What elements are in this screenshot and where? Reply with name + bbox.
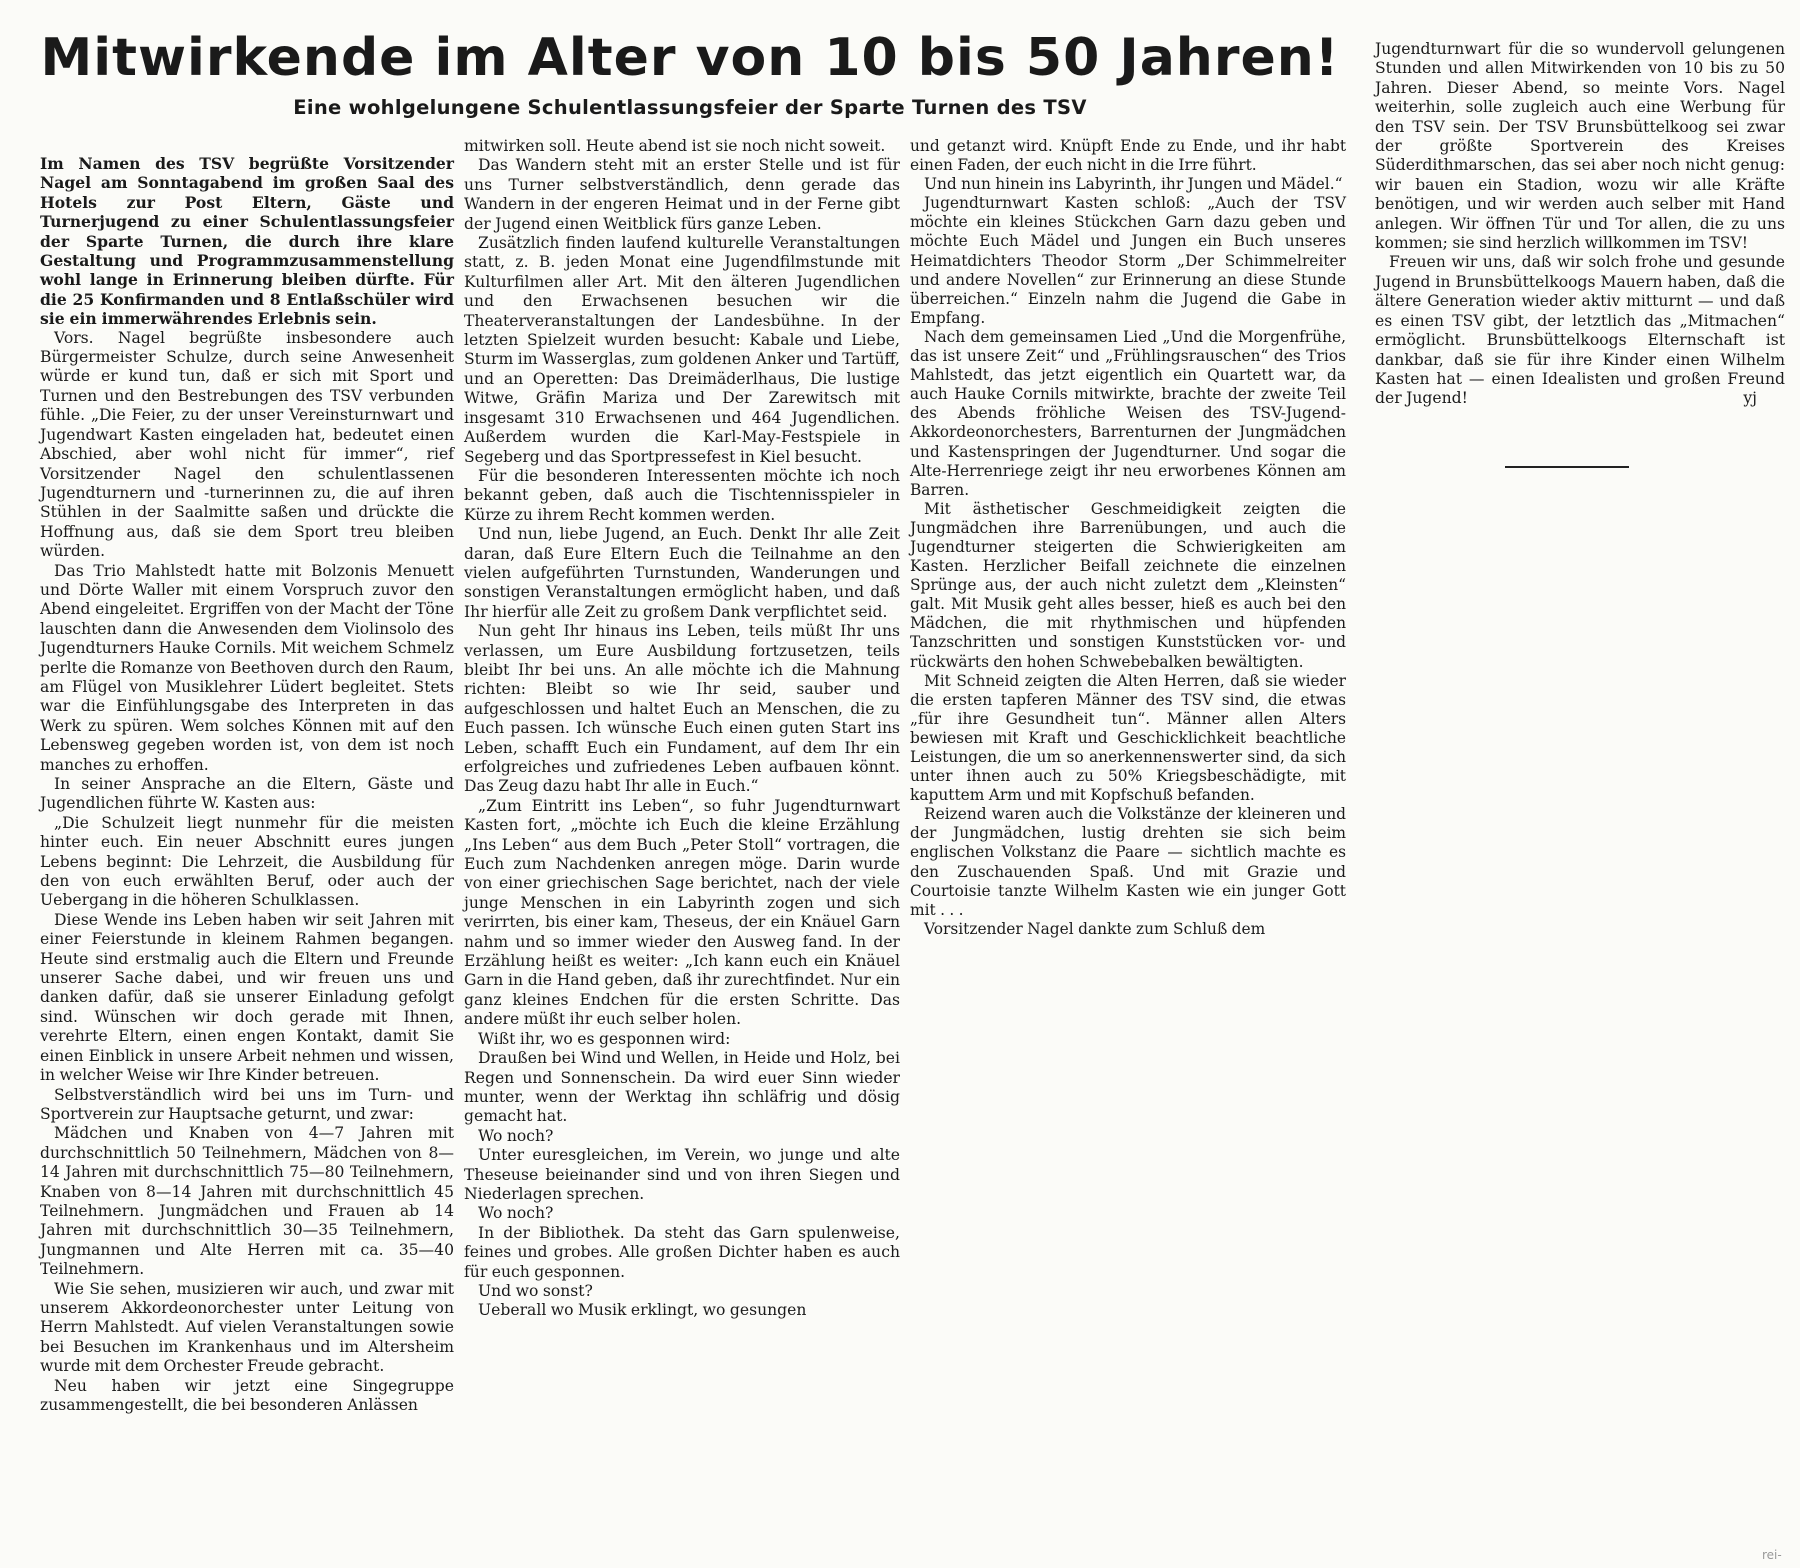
body-paragraph: Diese Wende ins Leben haben wir seit Jahren mit einer Feierstunde in kleinem Rahmen begangen. Heute sind erstmalig auch die Eltern und Freunde unserer Sache dabei, und wir freuen uns und danken dafür, daß sie unserer Einladung gefolgt sind. Wünschen wir doch gerade mit Ihnen, verehrte Eltern, einen engen Kontakt, damit Sie einen Einblick in unsere Arbeit nehmen und wissen, in welcher Weise wir Ihre Kinder betreuen. [40, 910, 454, 1085]
body-paragraph: Nach dem gemeinsamen Lied „Und die Morgenfrühe, das ist unsere Zeit“ und „Frühlingsrauschen“ des Trios Mahlstedt, das jetzt eigentlich ein Quartett war, da auch Hauke Cornils mitwirkte, brachte der zweite Teil des Abends fröhliche Weisen des TSV-Jugend-Akkordeonorchesters, Barrenturnen der Jungmädchen und Kastenspringen der Jugendturner. Und sogar die Alte-Herrenriege zeigt ihr neu erworbenes Können am Barren. [910, 327, 1346, 499]
body-paragraph: Und wo sonst? [478, 1281, 593, 1300]
body-paragraph: Vors. Nagel begrüßte insbesondere auch Bürgermeister Schulze, durch seine Anwesenheit würde er kund tun, daß er sich mit Sport und Turnen und den Bestrebungen des TSV verbunden fühle. „Die Feier, zu der unser Vereinsturnwart und Jugendwart Kasten eingeladen hat, bedeutet einen Abschied, aber wohl nicht für immer“, rief Vorsitzender Nagel den schulentlassenen Jugendturnern und -turnerinnen zu, die auf ihren Stühlen in der Saalmitte saßen und drückte die Hoffnung aus, daß sie dem Sport treu bleiben würden. [40, 328, 454, 561]
continued-paragraph: Jugendturnwart für die so wundervoll gelungenen Stunden und allen Mitwirkenden von 10 bis zu 50 Jahren. Dieser Abend, so meinte Vors. Nagel weiterhin, solle zugleich auch eine Werbung für den TSV sein. Der TSV Brunsbüttelkoog sei zwar der größte Sportverein des Kreises Süderdithmarschen, das sei aber noch nicht genug: wir bauen ein Stadion, wozu wir alle Kräfte benötigen, und wir werden auch selber mit Hand anlegen. Wir öffnen Tür und Tor allen, die zu uns kommen; sie sind herzlich willkommen im TSV! [1375, 40, 1785, 253]
body-paragraph: Reizend waren auch die Volkstänze der kleineren und der Jungmädchen, lustig drehten sie sich beim englischen Volkstanz die Paare — sichtlich machte es den Zuschauenden Spaß. Und mit Grazie und Courtoisie tanzte Wilhelm Kasten wie ein junger Gott mit . . . [910, 805, 1346, 919]
body-paragraph: „Die Schulzeit liegt nunmehr für die meisten hinter euch. Ein neuer Abschnitt eures jungen Lebens beginnt: Die Lehrzeit, die Ausbildung für den von euch erwählten Beruf, oder auch der Uebergang in die höheren Schulklassen. [40, 813, 454, 910]
article-headline: Mitwirkende im Alter von 10 bis 50 Jahren! [40, 28, 1340, 88]
body-paragraph: In der Bibliothek. Da steht das Garn spulenweise, feines und grobes. Alle großen Dichter haben es auch für euch gesponnen. [464, 1223, 900, 1281]
margin-fragment: rei- [1762, 1548, 1782, 1562]
article-column-4 [1375, 40, 1785, 409]
lead-paragraph: Im Namen des TSV begrüßte Vorsitzender Nagel am Sonntagabend im großen Saal des Hotels zur Post Eltern, Gäste und Turnerjugend zu einer Schulentlassungsfeier der Sparte Turnen, die durch ihre klare Gestaltung und Programmzusammenstellung wohl lange in Erinnerung bleiben dürfte. Für die 25 Konfirmanden und 8 Entlaßschüler wird sie ein immerwährendes Erlebnis sein. [40, 154, 454, 329]
body-paragraph: Wißt ihr, wo es gesponnen wird: [478, 1029, 731, 1048]
body-paragraph: Selbstverständlich wird bei uns im Turn- und Sportverein zur Hauptsache geturnt, und zwar: [40, 1085, 454, 1123]
author-signature: yj [1743, 389, 1757, 408]
body-paragraph: Und nun hinein ins Labyrinth, ihr Jungen und Mädel.“ [924, 175, 1343, 194]
body-paragraph: Das Wandern steht mit an erster Stelle und ist für uns Turner selbstverständlich, denn gerade das Wandern in der engeren Heimat und in der Ferne gibt der Jugend einen Weitblick fürs ganze Leben. [464, 156, 900, 233]
body-paragraph: In seiner Ansprache an die Eltern, Gäste und Jugendlichen führte W. Kasten aus: [40, 775, 454, 813]
body-paragraph: Mit Schneid zeigten die Alten Herren, daß sie wieder die ersten tapferen Männer des TSV sind, die etwas „für ihre Gesundheit tun“. Männer allen Alters bewiesen mit Kraft und Geschicklichkeit beachtliche Leistungen, die um so anerkennenswerter sind, da sich unter ihnen auch zu 50% Kriegsbeschädigte, mit kaputtem Arm und mit Kopfschuß befanden. [910, 671, 1346, 805]
body-paragraph: Mit ästhetischer Geschmeidigkeit zeigten die Jungmädchen ihre Barrenübungen, und auch die Jugendturner steigerten die Schwierigkeiten am Kasten. Herzlicher Beifall zeichnete die einzelnen Sprünge aus, der auch nicht zuletzt dem „Kleinsten“ galt. Mit Musik geht alles besser, hieß es auch bei den Mädchen, die mit rhythmischen und hüpfenden Tanzschritten und sonstigen Kunststücken vor- und rückwärts den hohen Schwebebalken bewältigten. [910, 499, 1346, 671]
article-subheadline: Eine wohlgelungene Schulentlassungsfeier der Sparte Turnen des TSV [293, 96, 1087, 119]
end-rule [1505, 466, 1629, 468]
body-paragraph: Unter euresgleichen, im Verein, wo junge und alte Theseuse beieinander sind und von ihren Siegen und Niederlagen sprechen. [464, 1146, 900, 1203]
body-paragraph: Für die besonderen Interessenten möchte ich noch bekannt geben, daß auch die Tischtennisspieler in Kürze zu ihrem Recht kommen werden. [464, 466, 900, 524]
body-paragraph: Und nun, liebe Jugend, an Euch. Denkt Ihr alle Zeit daran, daß Eure Eltern Euch die Teilnahme an den vielen aufgeführten Turnstunden, Wanderungen und sonstigen Veranstaltungen ermöglicht haben, und daß Ihr hierfür alle Zeit zu großem Dank verpflichtet seid. [464, 525, 900, 621]
continued-paragraph: mitwirken soll. Heute abend ist sie noch nicht soweit. [464, 137, 886, 155]
body-paragraph: „Zum Eintritt ins Leben“, so fuhr Jugendturnwart Kasten fort, „möchte ich Euch die kleine Erzählung „Ins Leben“ aus dem Buch „Peter Stoll“ vortragen, die Euch zum Nachdenken anregen möge. Darin wurde von einer griechischen Sage berichtet, nach der viele junge Menschen in ein Labyrinth zogen und sich verirrten, bis einer kam, Theseus, der ein Knäuel Garn nahm und so immer wieder den Ausweg fand. In der Erzählung heißt es weiter: „Ich kann euch ein Knäuel Garn in die Hand geben, daß ihr zurechtfindet. Nur ein ganz kleines Endchen für die ersten Schritte. Das andere müßt ihr euch selber holen. [464, 796, 900, 1029]
body-paragraph: Das Trio Mahlstedt hatte mit Bolzonis Menuett und Dörte Waller mit einem Vorspruch zuvor den Abend eingeleitet. Ergriffen von der Macht der Töne lauschten dann die Anwesenden dem Violinsolo des Jugendturners Hauke Cornils. Mit weichem Schmelz perlte die Romanze von Beethoven durch den Raum, am Flügel von Musiklehrer Lüdert begleitet. Stets war die Einfühlungsgabe des Interpreten in das Werk zu spüren. Wem solches Können mit auf den Lebensweg gegeben worden ist, von dem ist noch manches zu erhoffen. [40, 561, 454, 774]
body-paragraph: Wie Sie sehen, musizieren wir auch, und zwar mit unserem Akkordeonorchester unter Leitung von Herrn Mahlstedt. Auf vielen Veranstaltungen sowie bei Besuchen im Krankenhaus und im Altersheim wurde mit dem Orchester Freude gebracht. [40, 1279, 454, 1376]
body-paragraph: Zusätzlich finden laufend kulturelle Veranstaltungen statt, z. B. jeden Monat eine Jugendfilmstunde mit Kulturfilmen aller Art. Mit den älteren Jugendlichen und den Erwachsenen besuchen wir die Theaterveranstaltungen der Landesbühne. In der letzten Spielzeit wurden besucht: Kabale und Liebe, Sturm im Wasserglas, zum goldenen Anker und Tartüff, und an Operetten: Das Dreimäderlhaus, Die lustige Witwe, Gräfin Mariza und Der Zarewitsch mit insgesamt 310 Erwachsenen und 464 Jugendlichen. Außerdem wurden die Karl-May-Festspiele in Segeberg und das Sportpressefest in Kiel besucht. [464, 234, 900, 466]
article-column-3 [910, 137, 1346, 939]
body-paragraph: Neu haben wir jetzt eine Singegruppe zusammengestellt, die bei besonderen Anlässen [40, 1376, 454, 1414]
article-column-2 [464, 137, 900, 1321]
body-paragraph: Wo noch? [478, 1126, 554, 1145]
body-paragraph: Nun geht Ihr hinaus ins Leben, teils müßt Ihr uns verlassen, um Eure Ausbildung fortzusetzen, teils bleibt Ihr bei uns. An alle möchte ich die Mahnung richten: Bleibt so wie Ihr seid, sauber und aufgeschlossen und haltet Euch an Menschen, die zu Euch passen. Ich wünsche Euch einen guten Start ins Leben, schafft Euch ein Fundament, auf dem Ihr ein erfolgreiches und zufriedenes Leben aufbauen könnt. Das Zeug dazu habt Ihr alle in Euch.“ [464, 622, 900, 796]
body-paragraph: Ueberall wo Musik erklingt, wo gesungen [478, 1301, 807, 1320]
body-paragraph: Vorsitzender Nagel dankte zum Schluß dem [924, 919, 1266, 938]
body-paragraph: Wo noch? [478, 1204, 554, 1223]
article-column-1 [40, 154, 454, 1415]
body-paragraph: Draußen bei Wind und Wellen, in Heide und Holz, bei Regen und Sonnenschein. Da wird euer Sinn wieder munter, wenn der Werktag ihn schläfrig und dösig gemacht hat. [464, 1049, 900, 1126]
body-paragraph: Mädchen und Knaben von 4—7 Jahren mit durchschnittlich 50 Teilnehmern, Mädchen von 8—14 Jahren mit durchschnittlich 75—80 Teilnehmern, Knaben von 8—14 Jahren mit durchschnittlich 45 Teilnehmern. Jungmädchen und Frauen ab 14 Jahren mit durchschnittlich 30—35 Teilnehmern, Jungmannen und Alte Herren mit ca. 35—40 Teilnehmern. [40, 1124, 454, 1279]
continued-paragraph: und getanzt wird. Knüpft Ende zu Ende, und ihr habt einen Faden, der euch nicht in die Irre führt. [910, 137, 1346, 175]
body-paragraph: Freuen wir uns, daß wir solch frohe und gesunde Jugend in Brunsbüttelkoogs Mauern haben, daß die ältere Generation wieder aktiv mitturnt — und daß es einen TSV gibt, der letztlich das „Mitmachen“ ermöglicht. Brunsbüttelkoogs Elternschaft ist dankbar, daß sie für ihre Kinder einen Wilhelm Kasten hat — einen Idealisten und großen Freund der Jugend! [1375, 253, 1785, 408]
body-paragraph: Jugendturnwart Kasten schloß: „Auch der TSV möchte ein kleines Stückchen Garn dazu geben und möchte Euch Mädel und Jungen ein Buch unseres Heimatdichters Theodor Storm „Der Schimmelreiter und andere Novellen“ zur Erinnerung an diese Stunde überreichen.“ Einzeln nahm die Jugend die Gabe in Empfang. [910, 194, 1346, 327]
